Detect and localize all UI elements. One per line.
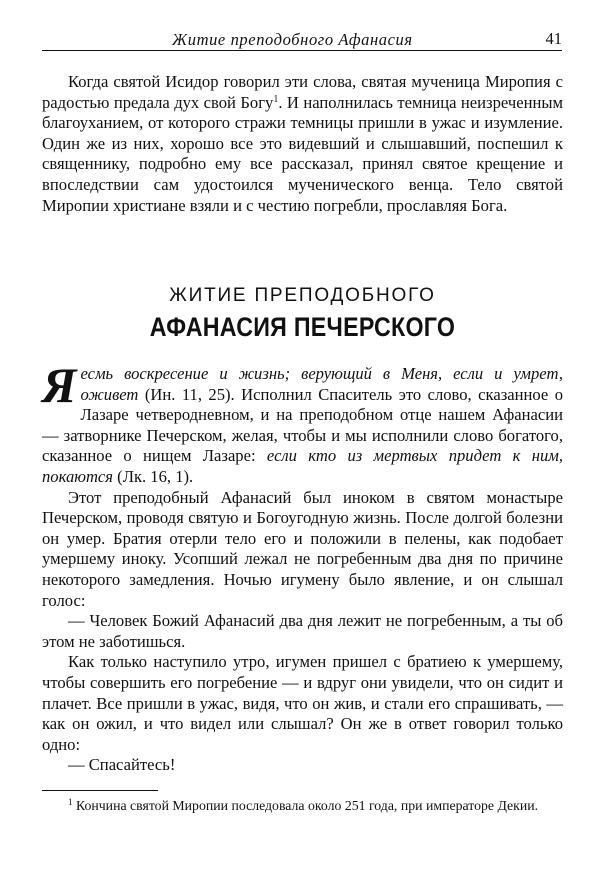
footnote-mark: 1 [68, 797, 73, 807]
chapter-title-line1: ЖИТИЕ ПРЕПОДОБНОГО [169, 285, 436, 306]
scripture-quote: если кто из мертвых придет к ним, покаются [42, 446, 563, 486]
scripture-quote: есмь воскресение и жизнь; верующий в Меня, если и умрет, оживет [80, 364, 563, 404]
drop-cap: Я [42, 357, 77, 413]
page-number: 41 [545, 29, 562, 48]
intro-text: Когда святой Исидор говорил эти слова, святая мученица Миропия с радостью предала дух свой Богу [42, 72, 563, 112]
body-paragraph [42, 357, 563, 488]
intro-section [42, 72, 563, 216]
footnote-reference: 1 [273, 93, 279, 105]
intro-text-continued: . И наполнилась темница неизреченным благоуханием, от которого стражи темницы пришли в ужас и изумление. Один же из них, хорошо все это видевший и слышавший, поспешил к священнику, подробно ему все рассказал, принял святое крещение и впоследствии сам удостоился мученического венца. Тело святой Миропии христиане взяли и с честию погребли, прославляя Бога. [42, 92, 563, 215]
body-paragraph: — Человек Божий Афанасий два дня лежит не погребенным, а ты об этом не заботишься. [42, 611, 563, 651]
running-title: Житие преподобного Афанасия [172, 30, 413, 49]
body-paragraph: — Спасайтесь! [68, 755, 176, 775]
footnote-text: Кончина святой Миропии последовала около 251 года, при императоре Декии. [72, 798, 539, 813]
intro-paragraph [42, 72, 563, 216]
body-paragraph: Этот преподобный Афанасий был иноком в святом монастыре Печерском, проводя святую и Богоугодную жизнь. После долгой болезни он умер. Братия отерли тело его и положили в пелены, как подобает умершему иноку. Усопший лежал не погребенным два дня по причине некоторого замедления. Ночью игумену было явление, и он слышал голос: [42, 487, 563, 610]
chapter-title [42, 284, 563, 344]
footnote-divider [42, 790, 158, 791]
footnote [42, 797, 563, 815]
chapter-title-line2: АФАНАСИЯ ПЕЧЕРСКОГО [149, 312, 456, 342]
body-text: (Лк. 16, 1). [113, 466, 194, 486]
page-header [42, 28, 562, 51]
chapter-body [42, 357, 563, 776]
body-text: (Ин. 11, 25). Исполнил Спаситель это слово, сказанное о Лазаре четверодневном, и на преподобном отце нашем Афанасии — затворнике Печерском, желая, чтобы и мы исполнили слово богатого, сказанное о нищем Лазаре: [42, 384, 563, 466]
body-paragraph: Как только наступило утро, игумен пришел с братиею к умершему, чтобы совершить его погребение — и вдруг они увидели, что он сидит и плачет. Все пришли в ужас, видя, что он жив, и стали его спрашивать, — как он ожил, и что видел или слышал? Он же в ответ говорил только одно: [42, 652, 563, 754]
